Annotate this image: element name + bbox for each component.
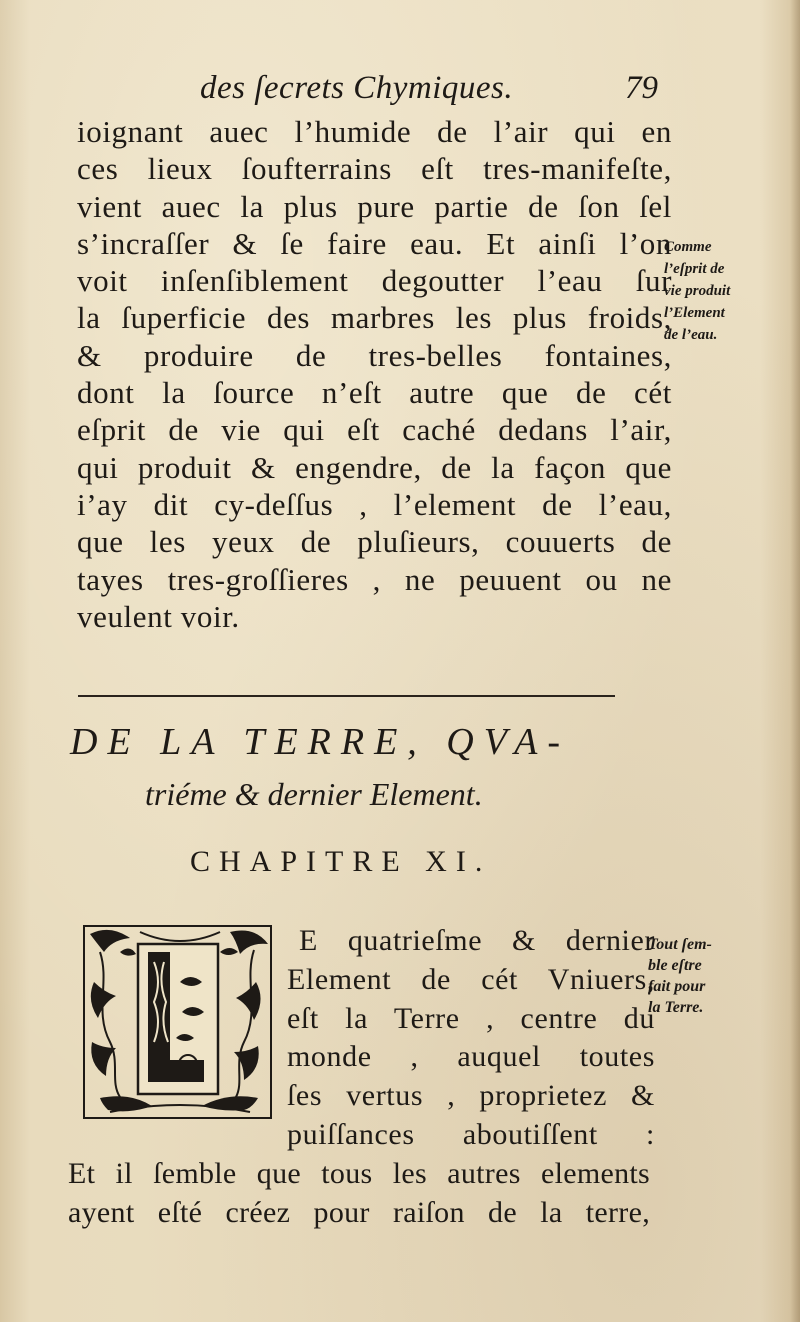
text-line: E quatrieſme & dernier — [299, 924, 655, 957]
text-line: la ſuperficie des marbres les plus froids, — [77, 300, 672, 336]
running-head: des ſecrets Chymiques. — [200, 70, 514, 106]
margin-note-line: l’Element — [664, 305, 725, 321]
text-line: ioignant auec l’humide de l’air qui en — [77, 114, 672, 149]
page-edge — [790, 0, 800, 1322]
text-line: dont la ſource n’eſt autre que de cét — [77, 375, 672, 411]
text-line: vient auec la plus pure partie de ſon ſel — [77, 188, 672, 224]
text-line: voit inſenſiblement degoutter l’eau ſur — [77, 263, 672, 299]
chapter-paragraph — [287, 922, 655, 1155]
ornamental-initial — [80, 922, 275, 1122]
text-line: Element de cét Vniuers, — [287, 962, 655, 996]
margin-note — [648, 934, 788, 1018]
text-line: qui produit & engendre, de la façon que — [77, 449, 672, 485]
margin-note-line: vie produit — [664, 283, 731, 299]
section-divider — [78, 695, 615, 697]
text-line: eſprit de vie qui eſt caché dedans l’air, — [77, 412, 672, 448]
text-line: eſt la Terre , centre du — [287, 1001, 655, 1035]
margin-note-line: Tout ſem- — [648, 936, 712, 953]
text-line: veulent voir. — [77, 598, 240, 634]
page-number: 79 — [625, 70, 658, 106]
page-header — [200, 70, 670, 114]
text-line: ſes vertus , proprietez & — [287, 1079, 655, 1113]
text-line: ces lieux ſoufterrains eſt tres-manifeſte, — [77, 151, 672, 187]
margin-note-line: ble eſtre — [648, 957, 702, 974]
text-line: & produire de tres-belles fontaines, — [77, 337, 672, 373]
text-line: ayent eſté créez pour raiſon de la terre, — [68, 1195, 650, 1229]
body-paragraph — [77, 113, 672, 635]
margin-note-line: l’eſprit de — [664, 261, 725, 277]
text-line: s’incraſſer & ſe faire eau. Et ainſi l’on — [77, 225, 672, 261]
margin-note — [664, 236, 792, 346]
continuation-paragraph — [68, 1155, 650, 1232]
margin-note-line: de l’eau. — [664, 327, 718, 343]
text-line: tayes tres-groſſieres , ne peuuent ou ne — [77, 561, 672, 597]
drop-cap-ornament-icon — [80, 922, 275, 1122]
text-line: Et il ſemble que tous les autres elements — [68, 1157, 650, 1190]
text-line: puiſſances aboutiſſent : — [287, 1117, 655, 1151]
text-line: monde , auquel toutes — [287, 1040, 655, 1074]
margin-note-line: la Terre. — [648, 999, 704, 1016]
margin-note-line: Comme — [664, 239, 712, 255]
section-subtitle: triéme & dernier Element. — [145, 776, 483, 812]
margin-note-line: fait pour — [648, 978, 706, 995]
text-line: que les yeux de pluſieurs, couuerts de — [77, 524, 672, 560]
chapter-heading: CHAPITRE XI. — [190, 845, 492, 878]
text-line: i’ay dit cy-deſſus , l’element de l’eau, — [77, 486, 672, 522]
section-title: DE LA TERRE, QVA- — [70, 721, 570, 763]
